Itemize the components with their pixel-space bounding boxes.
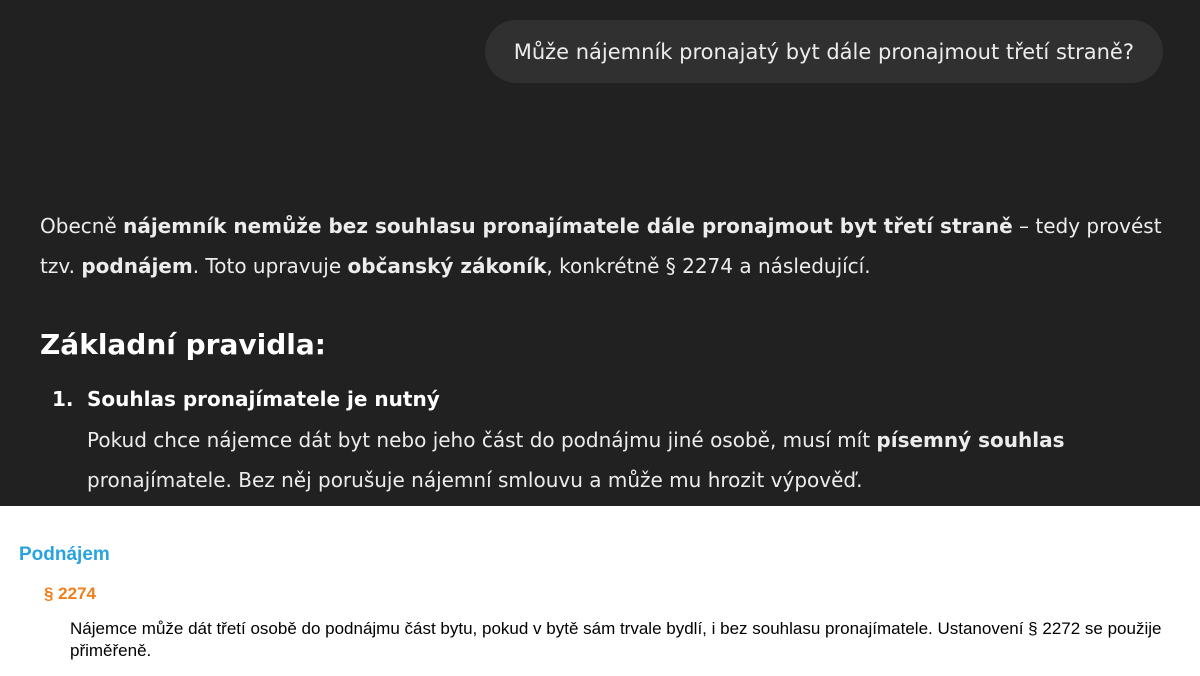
law-excerpt-panel (0, 506, 1200, 676)
answer-text-3: . Toto upravuje (192, 254, 348, 278)
rule-title: Souhlas pronajímatele je nutný (87, 387, 440, 411)
answer-text-4: , konkrétně § 2274 a následující. (546, 254, 871, 278)
user-message-bubble (485, 20, 1163, 83)
answer-text-1: Obecně (40, 214, 124, 238)
law-section-number: § 2274 (44, 584, 96, 603)
answer-bold-1: nájemník nemůže bez souhlasu pronajímatele dále pronajmout byt třetí straně (123, 214, 1013, 238)
rule-body-text-1: Pokud chce nájemce dát byt nebo jeho část do podnájmu jiné osobě, musí mít (87, 428, 877, 452)
answer-bold-3: občanský zákoník (347, 254, 547, 278)
rule-body-bold: písemný souhlas (876, 428, 1065, 452)
section-heading: Základní pravidla: (40, 328, 326, 361)
rule-body-text-2: pronajímatele. Bez něj porušuje nájemní smlouvu a může mu hrozit výpověď. (87, 468, 863, 492)
law-section-text: Nájemce může dát třetí osobě do podnájmu část bytu, pokud v bytě sám trvale bydlí, i bez souhlasu pronajímatele. Ustanovení § 2272 se použije přiměřeně. (70, 619, 1162, 660)
answer-bold-2: podnájem (81, 254, 193, 278)
law-title: Podnájem (19, 544, 110, 565)
user-message-text: Může nájemník pronajatý byt dále pronajmout třetí straně? (513, 39, 1134, 64)
assistant-answer-intro (40, 206, 1170, 286)
rule-number: 1. (52, 387, 74, 411)
answer-text-2: – tedy provést tzv. (40, 214, 1162, 278)
rule-body (87, 420, 1177, 500)
